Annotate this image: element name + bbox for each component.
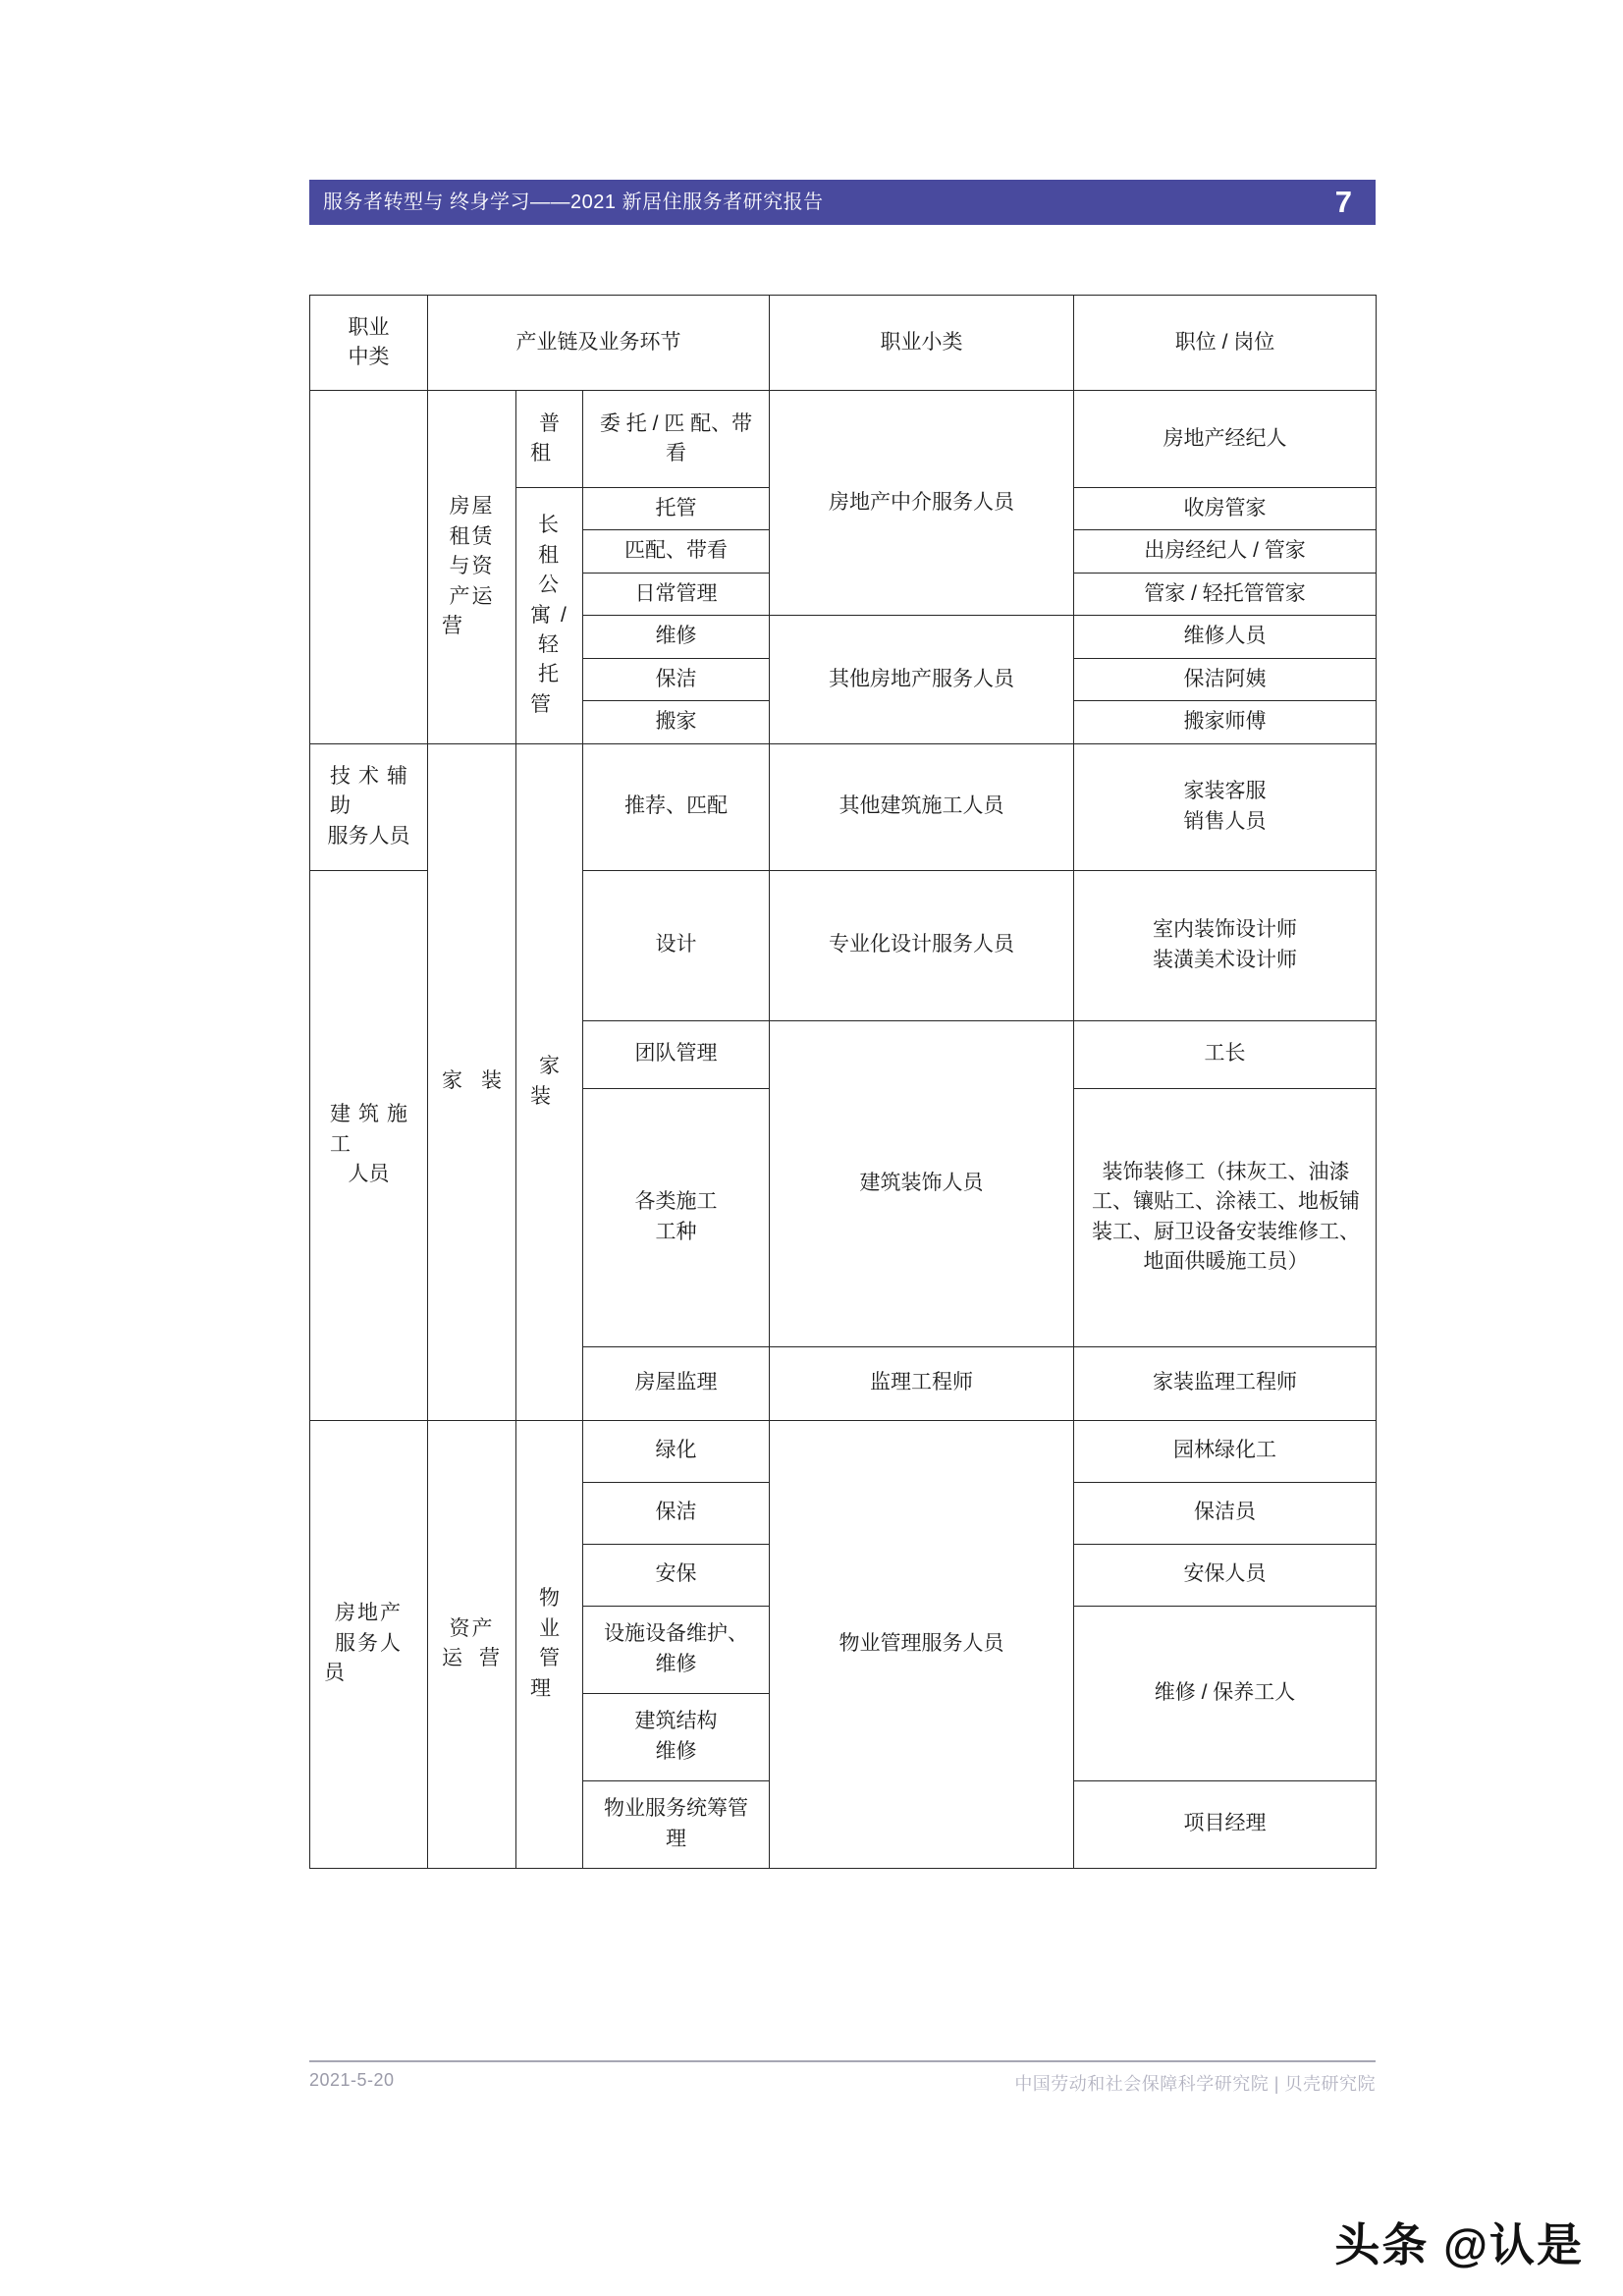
col-header-mid-class-l1: 职业 — [348, 315, 390, 339]
page-header — [309, 180, 1376, 225]
col-header-mid-class — [310, 296, 428, 391]
cell-link-structure-l1: 建筑结构 — [634, 1710, 718, 1733]
cell-mid-build-l1: 建 筑 施 工 — [330, 1103, 407, 1156]
cell-link-coord-l2: 理 — [666, 1827, 686, 1850]
cell-chain2-purent: 普租 — [516, 391, 583, 488]
cell-link-daily: 日常管理 — [583, 573, 770, 615]
cell-link-team: 团队管理 — [583, 1020, 770, 1088]
cell-link-security: 安保 — [583, 1544, 770, 1606]
table-grid — [309, 295, 1377, 1869]
cell-link-entrust-l2: 看 — [666, 442, 686, 465]
cell-pos-cleaner-aunt: 保洁阿姨 — [1074, 658, 1377, 700]
page-number: 7 — [1334, 185, 1352, 219]
cell-link-entrust-l1: 委 托 / 匹 配、带 — [599, 411, 753, 435]
cell-mid-build — [310, 870, 428, 1420]
cell-link-structure-l2: 维修 — [655, 1739, 697, 1763]
cell-link-trades — [583, 1088, 770, 1346]
col-header-position: 职位 / 岗位 — [1074, 296, 1377, 391]
cell-pos-pm: 项目经理 — [1074, 1780, 1377, 1868]
col-header-mid-class-l2: 中类 — [348, 346, 390, 368]
cell-pos-designer-l1: 室内装饰设计师 — [1153, 918, 1298, 942]
table-row — [310, 1420, 1377, 1482]
cell-link-recommend: 推荐、匹配 — [583, 743, 770, 870]
cell-sub-other-re: 其他房地产服务人员 — [770, 616, 1074, 743]
cell-pos-decor-worker: 装饰装修工（抹灰工、油漆工、镶贴工、涂裱工、地板铺装工、厨卫设备安装维修工、地面供暖施工员） — [1074, 1088, 1377, 1346]
cell-link-move: 搬家 — [583, 701, 770, 743]
cell-chain2-long: 长租公寓 / 轻托管 — [516, 488, 583, 744]
cell-pos-gardener: 园林绿化工 — [1074, 1420, 1377, 1482]
cell-pos-service-l1: 家装客服 — [1183, 780, 1267, 803]
cell-sub-other-build: 其他建筑施工人员 — [770, 743, 1074, 870]
watermark: 头条 @认是 — [1334, 2219, 1584, 2270]
footer-divider — [309, 2060, 1376, 2062]
cell-chain1-home: 家装 — [428, 743, 516, 1420]
cell-chain2-home: 家装 — [516, 743, 583, 1420]
table-row — [310, 391, 1377, 488]
cell-pos-mover: 搬家师傅 — [1074, 701, 1377, 743]
cell-link-clean: 保洁 — [583, 658, 770, 700]
cell-pos-foreman: 工长 — [1074, 1020, 1377, 1088]
cell-link-facility-l1: 设施设备维护、 — [604, 1622, 748, 1646]
cell-pos-service — [1074, 743, 1377, 870]
col-header-sub-class: 职业小类 — [770, 296, 1074, 391]
cell-link-match: 匹配、带看 — [583, 530, 770, 573]
cell-link-trust: 托管 — [583, 488, 770, 530]
occupation-classification-table — [309, 295, 1376, 1869]
cell-link-trades-l2: 工种 — [655, 1220, 697, 1243]
cell-link-coord — [583, 1780, 770, 1868]
cell-link-trades-l1: 各类施工 — [634, 1190, 718, 1214]
cell-link-green: 绿化 — [583, 1420, 770, 1482]
cell-pos-cleaner: 保洁员 — [1074, 1482, 1377, 1544]
cell-pos-home-supervisor: 家装监理工程师 — [1074, 1346, 1377, 1420]
cell-pos-maintainer: 维修 / 保养工人 — [1074, 1606, 1377, 1780]
cell-link-facility — [583, 1606, 770, 1693]
report-title: 服务者转型与 终身学习——2021 新居住服务者研究报告 — [323, 191, 824, 213]
cell-pos-designer-l2: 装潢美术设计师 — [1153, 948, 1298, 971]
cell-chain1-asset: 资产运营 — [428, 1420, 516, 1868]
cell-sub-property: 物业管理服务人员 — [770, 1420, 1074, 1868]
cell-pos-out-agent: 出房经纪人 / 管家 — [1074, 530, 1377, 573]
cell-link-entrust — [583, 391, 770, 488]
cell-mid-tech — [310, 743, 428, 870]
col-header-chain: 产业链及业务环节 — [428, 296, 770, 391]
cell-sub-supervisor: 监理工程师 — [770, 1346, 1074, 1420]
cell-link-coord-l1: 物业服务统筹管 — [604, 1797, 748, 1821]
cell-pos-agent: 房地产经纪人 — [1074, 391, 1377, 488]
cell-sub-agency: 房地产中介服务人员 — [770, 391, 1074, 616]
cell-mid-class-blank — [310, 391, 428, 744]
cell-pos-repairer: 维修人员 — [1074, 616, 1377, 658]
cell-pos-butler: 管家 / 轻托管管家 — [1074, 573, 1377, 615]
cell-sub-design: 专业化设计服务人员 — [770, 870, 1074, 1020]
cell-pos-security: 安保人员 — [1074, 1544, 1377, 1606]
cell-chain1-rent: 房屋租赁与资产运营 — [428, 391, 516, 744]
cell-pos-service-l2: 销售人员 — [1183, 809, 1267, 833]
cell-sub-decor: 建筑装饰人员 — [770, 1020, 1074, 1346]
cell-link-repair: 维修 — [583, 616, 770, 658]
footer-date: 2021-5-20 — [309, 2070, 395, 2090]
cell-link-design: 设计 — [583, 870, 770, 1020]
cell-mid-tech-l1: 技 术 辅 助 — [330, 764, 407, 818]
cell-link-facility-l2: 维修 — [655, 1652, 697, 1675]
footer-source: 中国劳动和社会保障科学研究院 | 贝壳研究院 — [1014, 2074, 1376, 2094]
cell-pos-designer — [1074, 870, 1377, 1020]
cell-link-clean2: 保洁 — [583, 1482, 770, 1544]
cell-chain2-property: 物业管理 — [516, 1420, 583, 1868]
cell-link-structure — [583, 1693, 770, 1780]
cell-pos-collect: 收房管家 — [1074, 488, 1377, 530]
cell-mid-realestate: 房地产服务人员 — [310, 1420, 428, 1868]
table-header-row — [310, 296, 1377, 391]
table-row — [310, 743, 1377, 870]
cell-mid-tech-l2: 服务人员 — [327, 824, 410, 847]
cell-link-supervise: 房屋监理 — [583, 1346, 770, 1420]
cell-mid-build-l2: 人员 — [348, 1163, 390, 1186]
